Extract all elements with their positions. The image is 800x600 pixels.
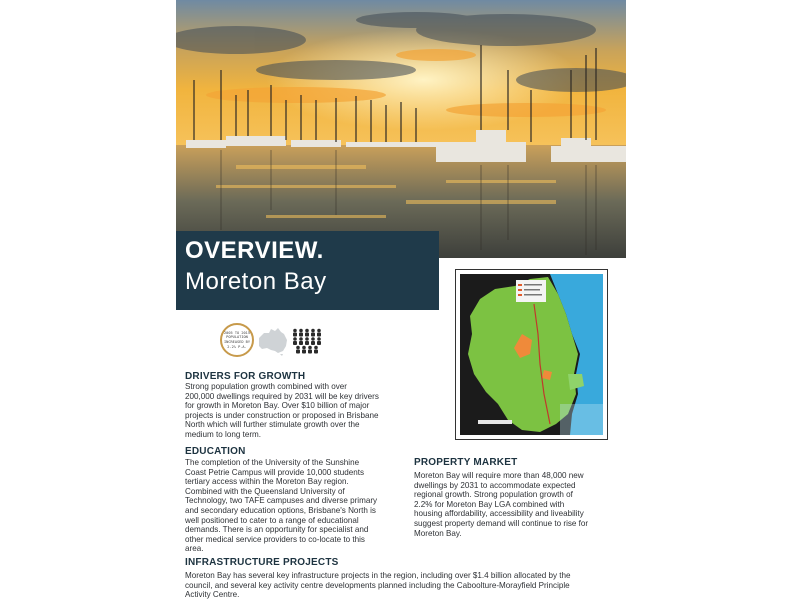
- text-line: demands. There is an opportunity for specialist and: [185, 525, 369, 535]
- text-line: dwellings by 2031 to accommodate expected: [414, 480, 576, 490]
- text-line: Moreton Bay.: [414, 528, 462, 538]
- text-line: Moreton Bay has several key infrastructure projects in the region, including over $1.4 billion allocated by the: [185, 571, 571, 580]
- text-line: council, and several key activity centre developments planned including the Caboolture-Morayfield Principle: [185, 580, 570, 590]
- text-line: Combined with the Queensland University of: [185, 486, 345, 496]
- text-line: for growth in Moreton Bay. Over $10 billion of major: [185, 401, 370, 411]
- education-paragraph: [185, 458, 430, 554]
- text-line: Moreton Bay will require more than 48,000 new: [414, 471, 584, 480]
- badge-line: POPULATION: [226, 335, 248, 340]
- text-line: The completion of the University of the Sunshine: [185, 458, 360, 467]
- text-line: and secondary education options, Brisbane's North is: [185, 505, 376, 515]
- population-growth-badge: [220, 323, 254, 357]
- badge-line: 2005 TO 2015: [224, 330, 250, 335]
- text-line: Coast Petrie Campus will provide 10,000 students: [185, 467, 365, 477]
- text-line: tertiary access within the Moreton Bay region.: [185, 477, 349, 487]
- infrastructure-heading: INFRASTRUCTURE PROJECTS: [185, 557, 339, 568]
- marina-sunset-image: [176, 0, 626, 258]
- text-line: Technology, two TAFE campuses and diverse primary: [185, 496, 378, 506]
- population-people-icon: [292, 328, 322, 354]
- text-line: 2.2% for Moreton Bay LGA combined with: [414, 499, 565, 509]
- drivers-heading: DRIVERS FOR GROWTH: [185, 371, 306, 382]
- text-line: North which will further stimulate growth over the: [185, 420, 360, 430]
- badge-line: 2.2% P.A.: [227, 344, 247, 349]
- hero-marina-photo: [176, 0, 626, 258]
- text-line: Strong population growth combined with over: [185, 382, 347, 391]
- property-heading: PROPERTY MARKET: [414, 457, 518, 468]
- text-line: well positioned to cater to a range of educational: [185, 515, 359, 525]
- property-paragraph: [414, 471, 619, 538]
- badge-line: INCREASED BY: [224, 340, 250, 344]
- infrastructure-paragraph: [185, 571, 625, 600]
- education-heading: EDUCATION: [185, 446, 246, 457]
- overview-banner: [176, 231, 439, 310]
- text-line: Activity Centre.: [185, 590, 240, 600]
- drivers-paragraph: [185, 382, 430, 440]
- text-line: suggest property demand will continue to rise for: [414, 518, 589, 528]
- overview-title: OVERVIEW.: [185, 237, 324, 264]
- text-line: housing affordability, accessibility and liveability: [414, 509, 584, 519]
- overview-subtitle: Moreton Bay: [185, 268, 327, 295]
- region-map: [455, 269, 608, 440]
- text-line: regional growth. Strong population growth of: [414, 490, 573, 500]
- text-line: 200,000 dwellings required by 2031 will be key drivers: [185, 391, 379, 401]
- text-line: other medical service providers to co-locate to this: [185, 534, 365, 544]
- australia-map-icon: [256, 326, 290, 356]
- text-line: area.: [185, 544, 204, 554]
- text-line: medium to long term.: [185, 429, 262, 439]
- moreton-bay-map-image: [460, 274, 603, 435]
- text-line: projects is under construction or proposed in Brisbane: [185, 410, 379, 420]
- brochure-page: [176, 0, 626, 600]
